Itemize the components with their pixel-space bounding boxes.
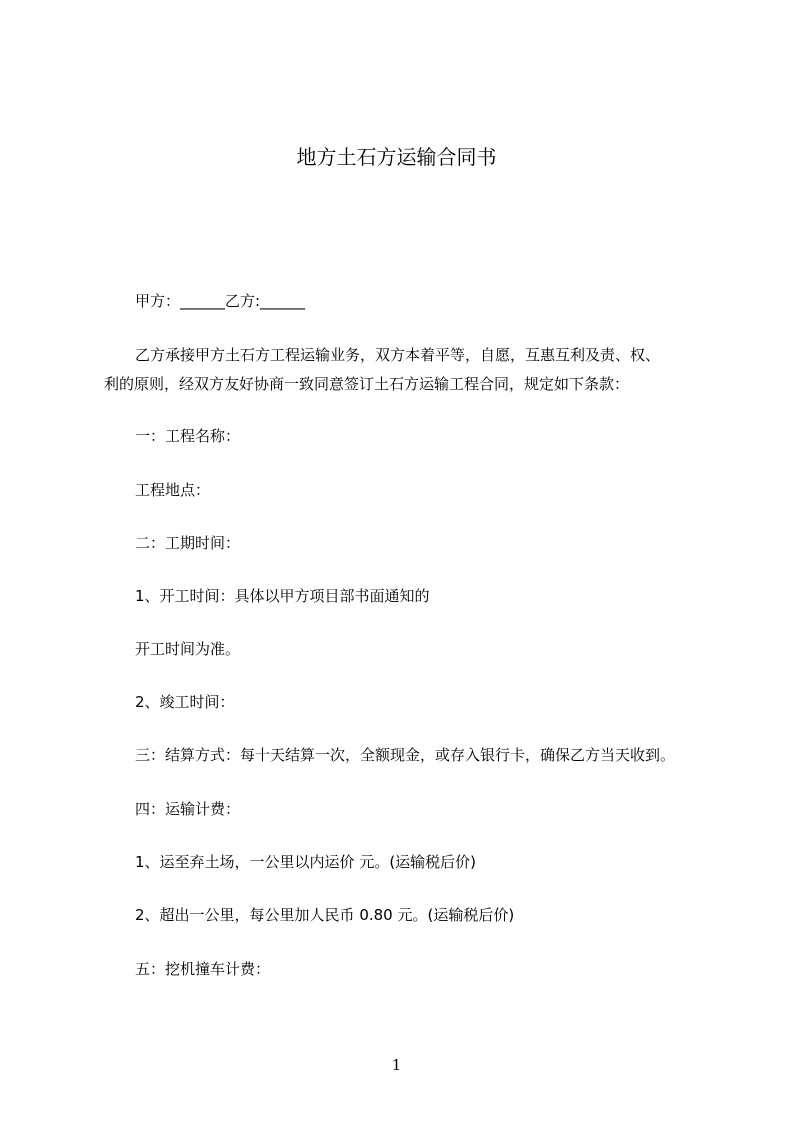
page-number: 1 — [391, 1056, 402, 1074]
section-3-settlement: 三：结算方式：每十天结算一次，全额现金，或存入银行卡，确保乙方当天收到。 — [135, 746, 676, 764]
completion-time-line: 2、竣工时间： — [135, 693, 235, 711]
section-4-heading: 四：运输计费： — [135, 800, 241, 818]
start-time-line-2: 开工时间为准。 — [135, 640, 241, 658]
intro-paragraph-line-1: 乙方承接甲方土石方工程运输业务，双方本着平等，自愿，互惠互利及责、权、 — [135, 346, 661, 364]
document-title: 地方土石方运输合同书 — [296, 145, 497, 169]
intro-paragraph-line-2: 利的原则，经双方友好协商一致同意签订土石方运输工程合同，规定如下条款： — [104, 375, 630, 393]
section-2-heading: 二：工期时间： — [135, 534, 241, 552]
project-location-line: 工程地点： — [135, 481, 211, 499]
fee-item-1: 1、运至弃土场，一公里以内运价 元。(运输税后价) — [135, 853, 477, 871]
section-5-heading: 五：挖机撞车计费： — [135, 960, 271, 978]
start-time-line-1: 1、开工时间：具体以甲方项目部书面通知的 — [135, 587, 430, 605]
parties-line: 甲方：______乙方:______ — [135, 292, 306, 310]
section-1-heading: 一：工程名称： — [135, 427, 241, 445]
fee-item-2: 2、超出一公里，每公里加人民币 0.80 元。(运输税后价) — [135, 906, 515, 924]
